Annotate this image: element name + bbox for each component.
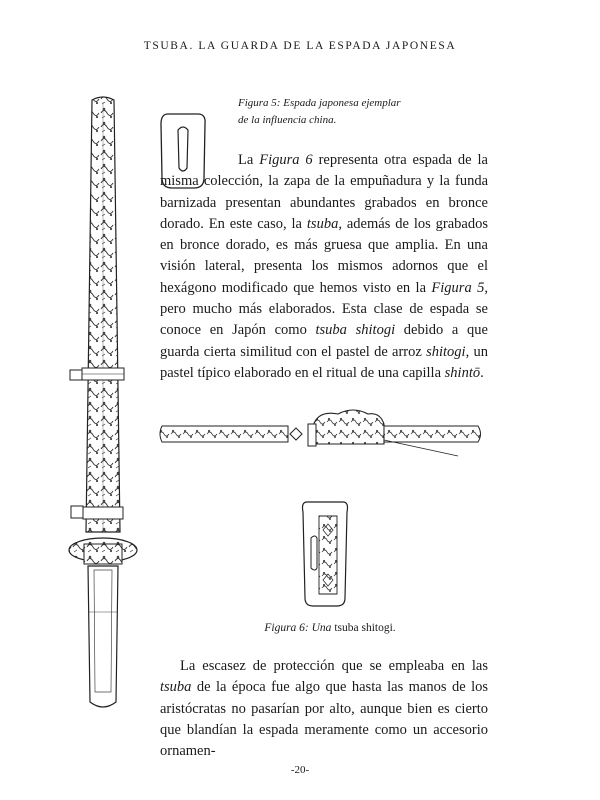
paragraph-1 xyxy=(160,150,488,384)
page-number: -20- xyxy=(290,764,310,776)
para1-italic-2: tsuba, xyxy=(306,215,342,232)
vertical-sword-illustration xyxy=(58,92,148,732)
para1-text-4: , pero mucho más elaborados. Esta clase de espada se conoce en Japón como xyxy=(160,279,488,339)
para1-italic-6: shintō xyxy=(444,364,481,381)
para2-text-1: La escasez de protección que se empleaba en las xyxy=(180,658,488,674)
para1-text-2: representa otra espada de la misma colección, la zapa de la empuñadura y la funda barnizada presentan abundantes grabados en bronce dorado. En este caso, la xyxy=(160,152,488,232)
para1-italic-3: Figura 5 xyxy=(431,279,485,296)
para1-italic-1: Figura 6 xyxy=(259,152,313,168)
tsuba-shitogi-illustration xyxy=(297,498,353,610)
para1-text-5: debido a que guarda cierta similitud con el pastel de arroz xyxy=(160,322,488,360)
horizontal-sword-illustration xyxy=(158,404,483,460)
para1-text-1: La xyxy=(238,152,260,168)
para1-text-3: además de los grabados en bronce dorado, es más gruesa que amplia. En una visión lateral, presenta los mismos adornos que el hexágono modificado que hemos visto en la xyxy=(160,215,488,296)
para1-text-6: , un pastel típico elaborado en el ritual de una capilla xyxy=(160,343,488,381)
paragraph-2 xyxy=(160,656,488,762)
figure5-caption-line1: Figura 5: Espada japonesa ejemplar xyxy=(238,97,401,109)
para1-text-7: . xyxy=(480,364,484,381)
para2-italic-1: tsuba xyxy=(160,679,192,696)
figure5-caption xyxy=(238,95,401,129)
para1-italic-5: shitogi xyxy=(426,343,466,360)
figure6-caption-italic: Figura 6: Una xyxy=(264,622,332,634)
figure6-caption-rest: tsuba shitogi. xyxy=(331,622,396,634)
figure5-caption-line2: de la influencia china. xyxy=(238,114,337,126)
para1-italic-4: tsuba shitogi xyxy=(315,322,396,339)
para2-text-2: de la época fue algo que hasta las manos de los aristócratas no pasarían por alto, aunque bien es cierto que blandían la espada meramente como un accesorio ornamen- xyxy=(160,679,488,760)
running-header: TSUBA. LA GUARDA DE LA ESPADA JAPONESA xyxy=(143,40,457,52)
figure6-caption xyxy=(0,622,600,634)
